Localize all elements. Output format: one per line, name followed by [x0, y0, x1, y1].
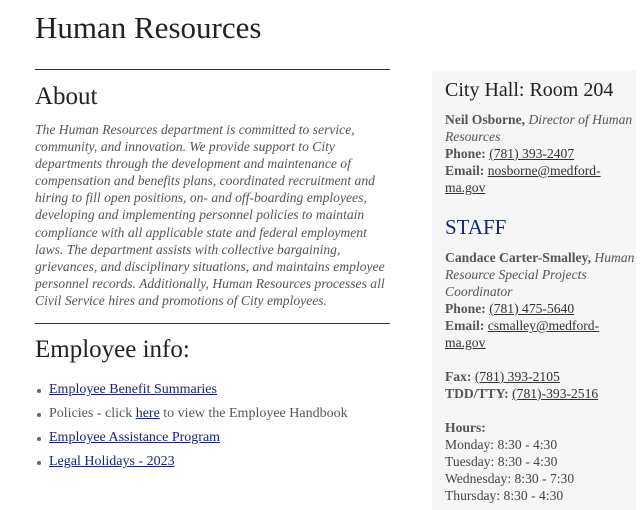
divider [35, 323, 390, 324]
benefit-summaries-link[interactable]: Employee Benefit Summaries [49, 382, 217, 398]
list-item [35, 378, 390, 402]
fax-tdd [445, 368, 636, 402]
eap-link[interactable]: Employee Assistance Program [49, 430, 221, 446]
employee-info-list [35, 378, 390, 474]
director-name: Neil Osborne, [445, 112, 526, 127]
director-title: Director of Human Resources [445, 112, 633, 144]
main-content [35, 69, 390, 474]
fax-link[interactable]: (781) 393-2105 [474, 369, 560, 384]
divider [35, 69, 390, 70]
staff-heading: STAFF [445, 215, 507, 239]
hours-row: Monday: 8:30 - 4:30 [445, 437, 558, 452]
director-contact [445, 111, 636, 196]
email-label: Email: [445, 318, 485, 333]
fax-label: Fax: [445, 369, 472, 384]
staff-title: Human Resource Special Projects Coordinator [445, 250, 635, 299]
tdd-label: TDD/TTY: [445, 386, 509, 401]
tdd-link[interactable]: (781)-393-2516 [512, 386, 599, 401]
policies-suffix: to view the Employee Handbook [159, 406, 348, 422]
phone-label: Phone: [445, 146, 486, 161]
hours-row: Thursday: 8:30 - 4:30 [445, 488, 564, 503]
handbook-link[interactable]: here [135, 406, 160, 422]
policies-text: Policies - click [49, 406, 136, 422]
list-item [35, 426, 390, 450]
staff-contact [445, 249, 636, 351]
staff-name: Candace Carter-Smalley, [445, 250, 591, 265]
list-item [35, 402, 390, 426]
director-phone-link[interactable]: (781) 393-2407 [489, 146, 575, 161]
about-heading: About [35, 83, 98, 110]
hours-row: Tuesday: 8:30 - 4:30 [445, 454, 558, 469]
page-title: Human Resources [35, 10, 262, 45]
about-text: The Human Resources department is committed to service, community, and innovation. We provide support to City departments through the development and maintenance of compensation and benefits plans, coordinated recruitment and hiring to fill open positions, on- and off-boarding employees, developing and implementing personnel policies to maintain compliance with all applicable state and federal employment laws. The department assists with collective bargaining, grievances, and disciplinary situations, and maintains employee personnel records. Additionally, Human Resources processes all Civil Service hires and promotions of City employees. [35, 122, 385, 308]
list-item [35, 450, 390, 474]
director-email-link[interactable]: nosborne@medford-ma.gov [445, 163, 601, 195]
contact-sidebar [432, 70, 636, 510]
email-label: Email: [445, 163, 485, 178]
hours-label: Hours: [445, 420, 486, 435]
staff-email-link[interactable]: csmalley@medford-ma.gov [445, 318, 600, 350]
hours-row: Wednesday: 8:30 - 7:30 [445, 471, 575, 486]
staff-phone-link[interactable]: (781) 475-5640 [489, 301, 575, 316]
office-hours [445, 419, 636, 504]
legal-holidays-link[interactable]: Legal Holidays - 2023 [49, 454, 175, 470]
employee-info-heading: Employee info: [35, 336, 190, 364]
location-heading: City Hall: Room 204 [445, 79, 614, 101]
phone-label: Phone: [445, 301, 486, 316]
